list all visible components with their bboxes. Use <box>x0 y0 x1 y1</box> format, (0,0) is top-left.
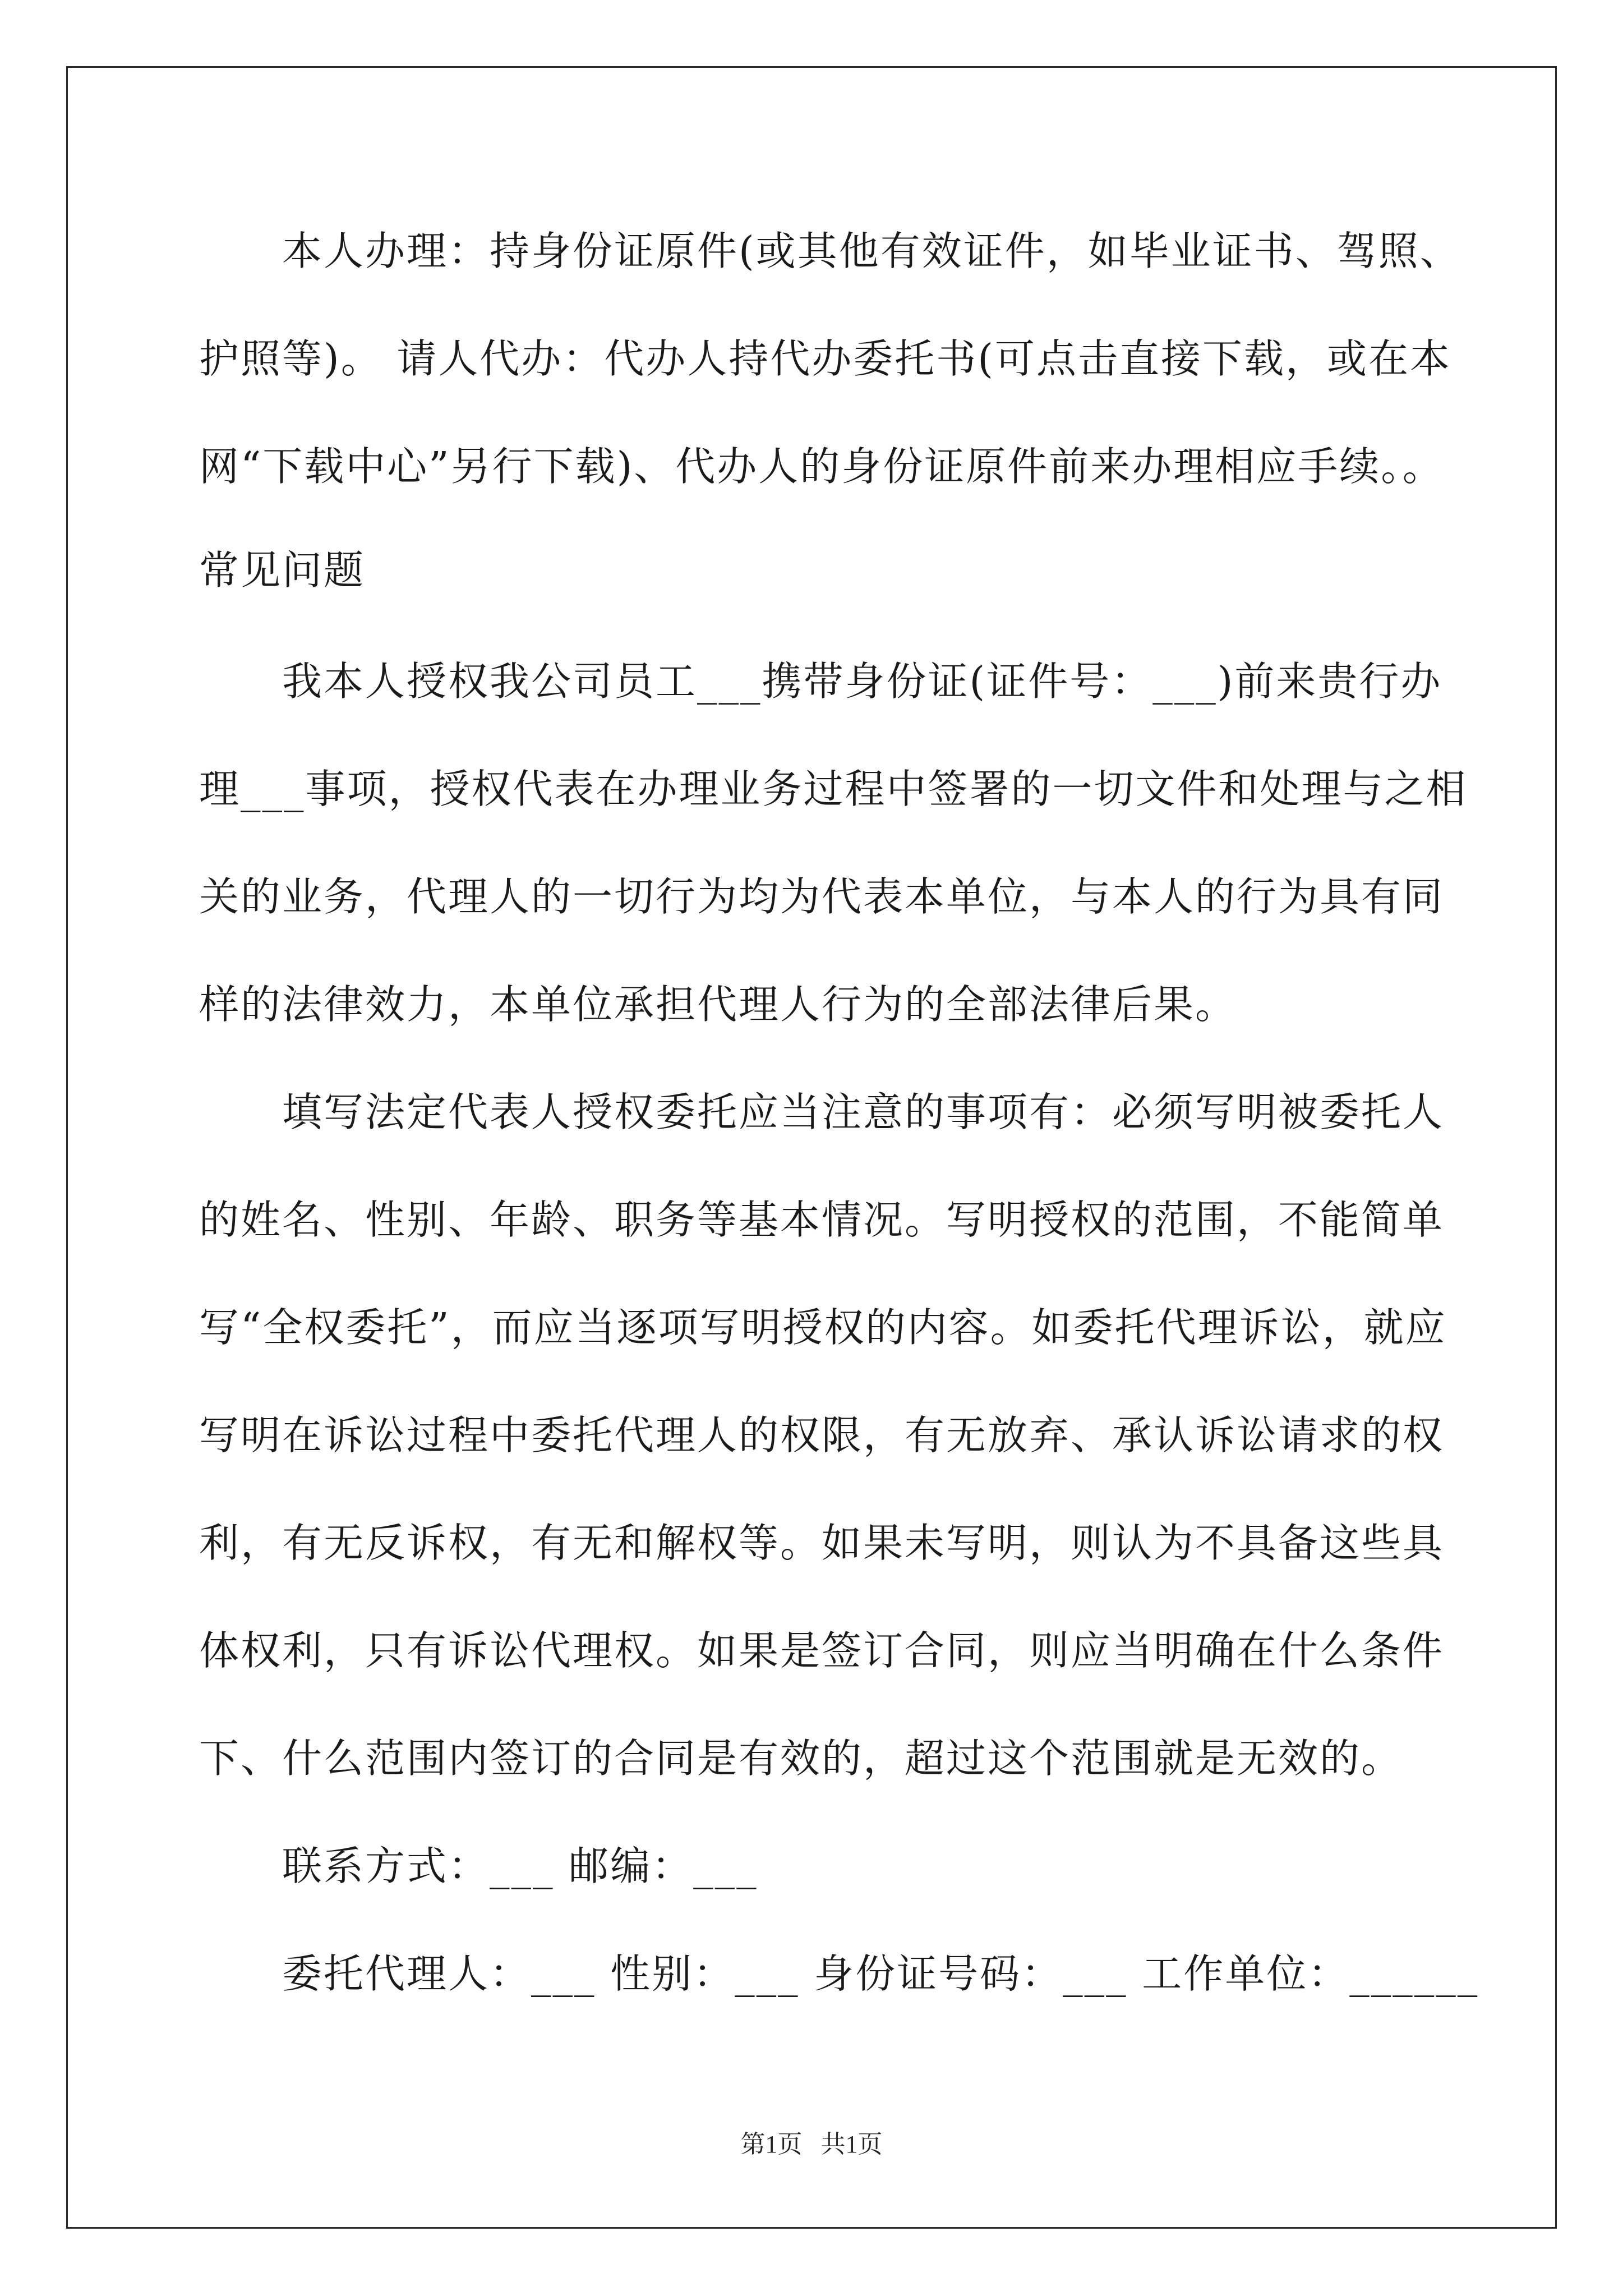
paragraph-line: 关的业务，代理人的一切行为均为代表本单位，与本人的行为具有同 <box>199 873 1445 920</box>
paragraph-line: 我本人授权我公司员工___携带身份证(证件号：___)前来贵行办 <box>199 658 1442 705</box>
paragraph-line: 理___事项，授权代表在办理业务过程中签署的一切文件和处理与之相 <box>199 766 1468 812</box>
paragraph-line: 网“下载中心”另行下载)、代办人的身份证原件前来办理相应手续。。 <box>199 443 1444 490</box>
paragraph-line: 填写法定代表人授权委托应当注意的事项有：必须写明被委托人 <box>199 1089 1445 1135</box>
page-border <box>66 66 1557 2229</box>
page-footer: 第1页 共1页 <box>740 2131 883 2158</box>
paragraph-line: 本人办理：持身份证原件(或其他有效证件，如毕业证书、驾照、 <box>199 228 1461 274</box>
paragraph-line: 体权利，只有诉讼代理权。如果是签订合同，则应当明确在什么条件 <box>199 1627 1445 1674</box>
paragraph-line: 样的法律效力，本单位承担代理人行为的全部法律后果。 <box>199 981 1237 1028</box>
paragraph-line: 写“全权委托”，而应当逐项写明授权的内容。如委托代理诉讼，就应 <box>199 1304 1447 1351</box>
agent-info-line: 委托代理人：___ 性别：___ 身份证号码：___ 工作单位：______ <box>199 1950 1479 1997</box>
paragraph-line: 下、什么范围内签订的合同是有效的，超过这个范围就是无效的。 <box>199 1735 1403 1782</box>
paragraph-line: 写明在诉讼过程中委托代理人的权限，有无放弃、承认诉讼请求的权 <box>199 1412 1445 1458</box>
paragraph-line: 护照等)。 请人代办：代办人持代办委托书(可点击直接下载，或在本 <box>199 335 1451 382</box>
paragraph-line: 利，有无反诉权，有无和解权等。如果未写明，则认为不具备这些具 <box>199 1520 1445 1566</box>
section-heading: 常见问题 <box>199 547 366 593</box>
contact-line: 联系方式：___ 邮编：___ <box>199 1843 758 1889</box>
paragraph-line: 的姓名、性别、年龄、职务等基本情况。写明授权的范围，不能简单 <box>199 1197 1445 1243</box>
